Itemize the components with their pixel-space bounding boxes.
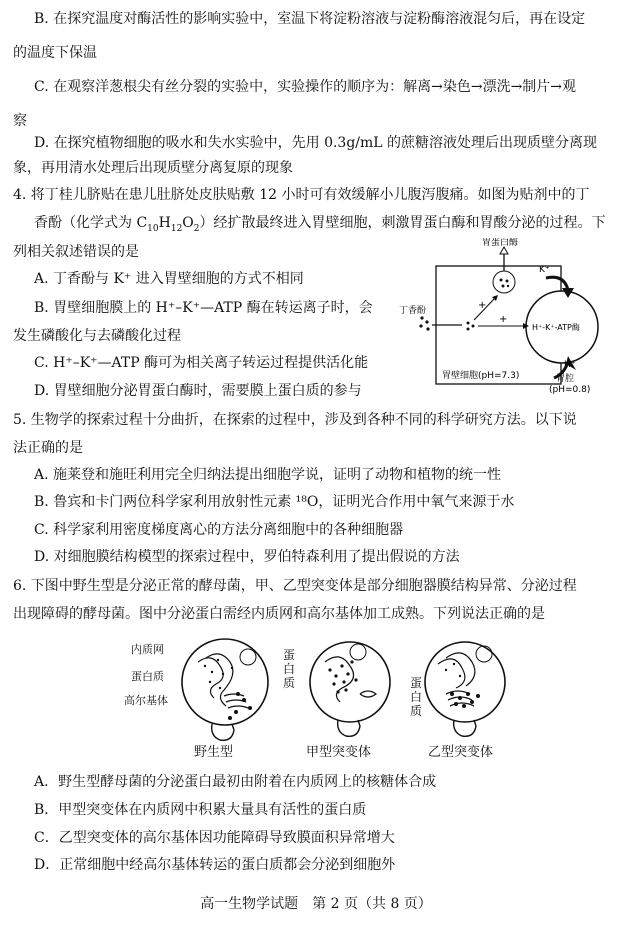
type-a-mutant-cell	[310, 642, 390, 736]
q5-option-c: C. 科学家利用密度梯度离心的方法分离细胞中的各种细胞器	[34, 522, 404, 538]
q4-stem-line2: 香酚（化学式为 $C_{10}H_{12}O_2$）经扩散最终进入胃壁细胞，刺激胃蛋白酶和胃酸分泌的过程。下	[34, 215, 606, 234]
q3-option-d-line2: 象，再用清水处理后出现质壁分离复原的现象	[13, 160, 293, 176]
gastric-cell-diagram	[396, 238, 626, 400]
q4-option-b-line1: B. 胃壁细胞膜上的 H⁺–K⁺—ATP 酶在转运离子时，会	[34, 300, 373, 316]
q4-stem-line1: 4. 将丁桂儿脐贴在患儿肚脐处皮肤贴敷 12 小时可有效缓解小儿腹泻腹痛。如图为贴剂中的丁	[13, 187, 590, 203]
q6-option-a: A．野生型酵母菌的分泌蛋白最初由附着在内质网上的核糖体合成	[34, 774, 437, 790]
protein-vertical-label-b: 蛋 白 质	[410, 676, 423, 718]
q5-stem-line1: 5. 生物学的探索过程十分曲折，在探索的过程中，涉及到各种不同的科学研究方法。以下说	[13, 412, 577, 428]
stomach-ph-label: (pH=0.8)	[549, 385, 591, 395]
q5-option-a: A. 施莱登和施旺利用完全归纳法提出细胞学说，证明了动物和植物的统一性	[34, 467, 502, 483]
q3-option-c-line2: 察	[13, 113, 27, 129]
q6-option-c: C．乙型突变体的高尔基体因功能障碍导致膜面积异常增大	[34, 830, 395, 846]
q3-option-c-line1: C. 在观察洋葱根尖有丝分裂的实验中，实验操作的顺序为：解离→染色→漂洗→制片→观	[34, 79, 577, 95]
type-b-mutant-cell	[425, 642, 505, 736]
q6-stem-line1: 6. 下图中野生型是分泌正常的酵母菌，甲、乙型突变体是部分细胞器膜结构异常、分泌过程	[13, 578, 577, 594]
k-ion-label: K⁺	[539, 265, 550, 275]
q4-option-b-line2: 发生磷酸化与去磷酸化过程	[13, 328, 181, 344]
pepsin-label: 胃蛋白酶	[482, 238, 519, 248]
q4-option-c: C. H⁺–K⁺—ATP 酶可为相关离子转运过程提供活化能	[34, 355, 369, 371]
caption-type-b: 乙型突变体	[428, 745, 494, 760]
q3-option-b-line2: 的温度下保温	[13, 45, 97, 61]
caption-type-a: 甲型突变体	[306, 745, 372, 760]
gastric-cell-label: 胃壁细胞(pH=7.3)	[442, 371, 520, 381]
plus-sign-1: +	[478, 300, 487, 311]
q4-stem-line3: 列相关叙述错误的是	[13, 244, 139, 260]
q3-option-d-line1: D. 在探究植物细胞的吸水和失水实验中，先用 0.3g/mL 的蔗糖溶液处理后出现质壁分离现	[34, 135, 598, 151]
proton-pump-label: H⁺-K⁺-ATP酶	[532, 323, 580, 332]
page-footer: 高一生物学试题 第 2 页（共 8 页）	[200, 896, 432, 912]
clove-phenol-label: 丁香酚	[399, 306, 427, 316]
wild-type-cell	[182, 639, 268, 740]
q3-option-b-line1: B. 在探究温度对酶活性的影响实验中，室温下将淀粉溶液与淀粉酶溶液混匀后，再在设定	[34, 11, 586, 27]
plus-sign-2: +	[499, 314, 508, 325]
protein-label: 蛋白质	[131, 670, 164, 683]
er-label: 内质网	[131, 643, 164, 656]
golgi-label: 高尔基体	[124, 694, 168, 707]
q4-option-a: A. 丁香酚与 K⁺ 进入胃壁细胞的方式不相同	[34, 271, 304, 287]
stomach-lumen-label: 胃腔	[556, 374, 575, 384]
caption-wild-type: 野生型	[194, 745, 234, 760]
q5-option-d: D. 对细胞膜结构模型的探索过程中，罗伯特森利用了提出假说的方法	[34, 549, 460, 565]
q6-option-b: B．甲型突变体在内质网中积累大量具有活性的蛋白质	[34, 802, 367, 818]
q6-option-d: D．正常细胞中经高尔基体转运的蛋白质都会分泌到细胞外	[34, 857, 396, 873]
h-ion-label: H⁺	[564, 360, 576, 370]
q6-stem-line2: 出现障碍的酵母菌。图中分泌蛋白需经内质网和高尔基体加工成熟。下列说法正确的是	[13, 606, 545, 622]
q5-option-b: B. 鲁宾和卡门两位科学家利用放射性元素 ¹⁸O，证明光合作用中氧气来源于水	[34, 494, 515, 510]
q5-stem-line2: 法正确的是	[13, 440, 83, 456]
q4-option-d: D. 胃壁细胞分泌胃蛋白酶时，需要膜上蛋白质的参与	[34, 383, 362, 399]
protein-vertical-label-a: 蛋 白 质	[283, 648, 296, 690]
